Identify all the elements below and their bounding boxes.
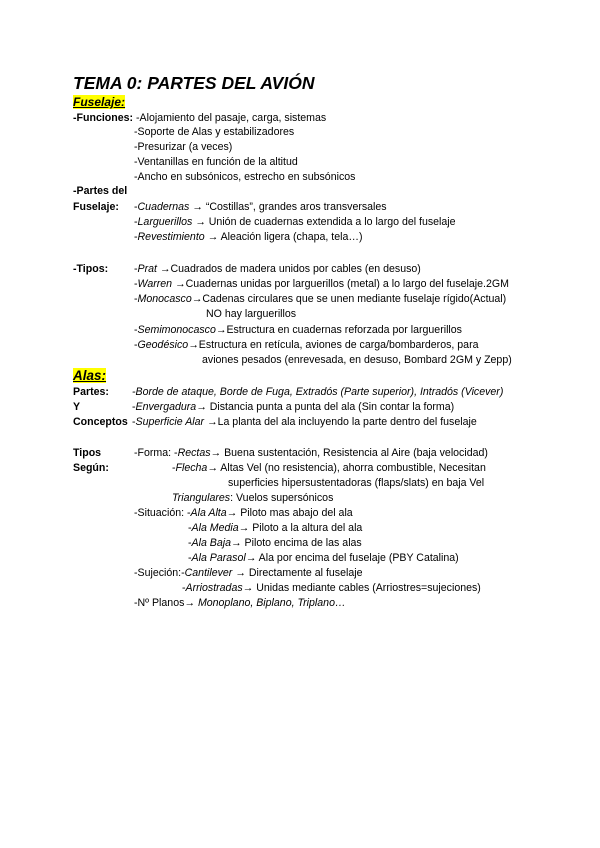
- funciones-item: -Ventanillas en función de la altitud: [134, 156, 298, 168]
- tipos-label: -Tipos:: [73, 263, 109, 275]
- situacion-item: -Ala Baja→ Piloto encima de las alas: [188, 537, 362, 549]
- alas-tipos-label: Tipos: [73, 447, 102, 459]
- sujecion-item: -Sujeción:-Cantilever → Directamente al fuselaje: [134, 567, 363, 579]
- section-heading-fuselaje: Fuselaje:: [73, 95, 126, 109]
- forma-item-continuation: superficies hipersustentadoras (flaps/slats) en baja Vel: [228, 477, 485, 489]
- forma-item: -Forma: -Rectas→ Buena sustentación, Resistencia al Aire (baja velocidad): [134, 447, 488, 459]
- alas-partes-label: Y: [73, 401, 81, 413]
- alas-concepto-item: -Envergadura→ Distancia punta a punta del ala (Sin contar la forma): [132, 401, 455, 413]
- funciones-label: -Funciones:: [73, 112, 134, 124]
- tipo-item-continuation: NO hay larguerillos: [206, 308, 297, 320]
- alas-tipos-label: Según:: [73, 462, 109, 474]
- tipo-item: -Semimonocasco→Estructura en cuadernas reforzada por larguerillos: [134, 324, 462, 336]
- tipo-item: -Geodésico→Estructura en retícula, aviones de carga/bombarderos, para: [134, 339, 479, 351]
- section-heading-alas: Alas:: [73, 368, 107, 383]
- funciones-item: -Ancho en subsónicos, estrecho en subsónicos: [134, 171, 356, 183]
- planos-item: -Nº Planos→ Monoplano, Biplano, Triplano…: [134, 597, 346, 609]
- situacion-item: -Ala Media→ Piloto a la altura del ala: [188, 522, 363, 534]
- situacion-item: -Situación: -Ala Alta→ Piloto mas abajo del ala: [134, 507, 353, 519]
- alas-partes-label: Partes:: [73, 386, 109, 398]
- parte-item: -Larguerillos → Unión de cuadernas extendida a lo largo del fuselaje: [134, 216, 456, 228]
- funciones-item: -Presurizar (a veces): [134, 141, 233, 153]
- alas-concepto-item: -Borde de ataque, Borde de Fuga, Extradós (Parte superior), Intradós (Vicever): [132, 386, 504, 398]
- funciones-item: -Soporte de Alas y estabilizadores: [134, 126, 295, 138]
- tipo-item: -Prat →Cuadrados de madera unidos por cables (en desuso): [134, 263, 421, 275]
- tipo-item: -Warren →Cuadernas unidas por larguerillos (metal) a lo largo del fuselaje.2GM: [134, 278, 509, 290]
- partes-label: Fuselaje:: [73, 201, 119, 213]
- alas-concepto-item: -Superficie Alar →La planta del ala incluyendo la parte dentro del fuselaje: [132, 416, 477, 428]
- alas-partes-label: Conceptos: [73, 416, 128, 428]
- parte-item: -Cuadernas → “Costillas”, grandes aros transversales: [134, 201, 387, 213]
- forma-item: Triangulares: Vuelos supersónicos: [172, 492, 334, 504]
- tipo-item-continuation: aviones pesados (enrevesada, en desuso, Bombard 2GM y Zepp): [202, 354, 512, 366]
- sujecion-item: -Arriostradas→ Unidas mediante cables (Arriostres=sujeciones): [182, 582, 481, 594]
- partes-label: -Partes del: [73, 185, 128, 197]
- page-title: TEMA 0: PARTES DEL AVIÓN: [73, 73, 315, 93]
- funciones-item: -Alojamiento del pasaje, carga, sistemas: [136, 112, 327, 124]
- tipo-item: -Monocasco→Cadenas circulares que se unen mediante fuselaje rígido(Actual): [134, 293, 507, 305]
- situacion-item: -Ala Parasol→ Ala por encima del fuselaje (PBY Catalina): [188, 552, 459, 564]
- parte-item: -Revestimiento → Aleación ligera (chapa, tela…): [134, 231, 363, 243]
- forma-item: -Flecha→ Altas Vel (no resistencia), ahorra combustible, Necesitan: [172, 462, 486, 474]
